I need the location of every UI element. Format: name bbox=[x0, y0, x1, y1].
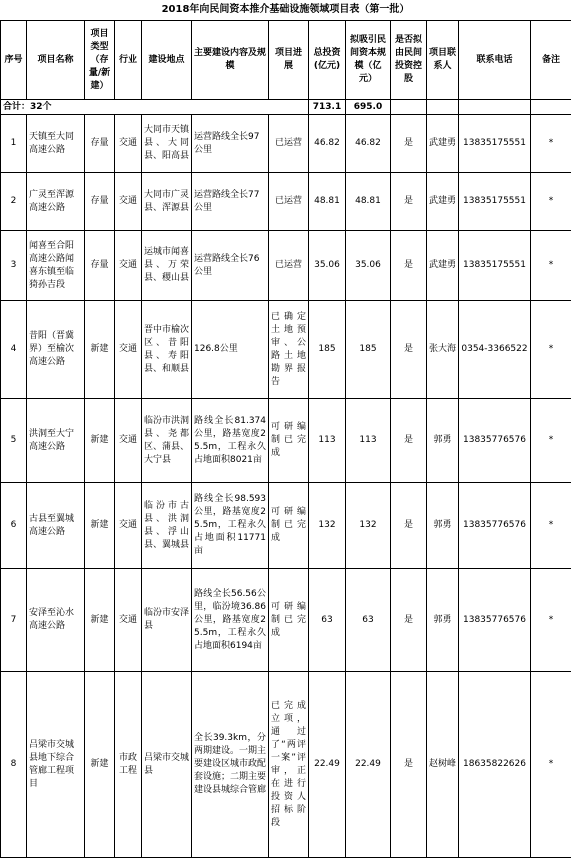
cell-phone: 13835175551 bbox=[459, 115, 531, 173]
header-name: 项目名称 bbox=[27, 21, 85, 100]
cell-content: 运营路线全长97公里 bbox=[192, 115, 269, 173]
cell-total: 63 bbox=[309, 569, 346, 672]
project-table bbox=[0, 20, 571, 858]
cell-no: 2 bbox=[1, 173, 27, 231]
cell-type: 新建 bbox=[85, 301, 115, 399]
cell-control: 是 bbox=[391, 173, 427, 231]
cell-phone: 13835776576 bbox=[459, 483, 531, 569]
cell-name: 天镇至大同高速公路 bbox=[27, 115, 85, 173]
header-progress: 项目进展 bbox=[269, 21, 309, 100]
cell-industry: 交通 bbox=[115, 569, 142, 672]
cell-control: 是 bbox=[391, 569, 427, 672]
cell-industry: 交通 bbox=[115, 483, 142, 569]
cell-location: 大同市天镇县、大同县、阳高县 bbox=[142, 115, 192, 173]
cell-content: 126.8公里 bbox=[192, 301, 269, 399]
cell-phone: 18635822626 bbox=[459, 672, 531, 858]
header-content: 主要建设内容及规模 bbox=[192, 21, 269, 100]
summary-empty bbox=[427, 100, 459, 115]
cell-contact: 郭勇 bbox=[427, 483, 459, 569]
cell-contact: 张大海 bbox=[427, 301, 459, 399]
cell-no: 1 bbox=[1, 115, 27, 173]
cell-total: 113 bbox=[309, 399, 346, 483]
header-type: 项目类型（存量/新建） bbox=[85, 21, 115, 100]
cell-content: 运营路线全长76公里 bbox=[192, 231, 269, 301]
cell-content: 运营路线全长77公里 bbox=[192, 173, 269, 231]
cell-private: 185 bbox=[346, 301, 391, 399]
header-industry: 行业 bbox=[115, 21, 142, 100]
cell-progress: 可研编制已完成 bbox=[269, 483, 309, 569]
cell-progress: 已完成立项，通过了“两评一案”评审，正在进行投资人招标阶段 bbox=[269, 672, 309, 858]
cell-type: 新建 bbox=[85, 483, 115, 569]
cell-total: 48.81 bbox=[309, 173, 346, 231]
cell-type: 新建 bbox=[85, 672, 115, 858]
cell-private: 63 bbox=[346, 569, 391, 672]
cell-industry: 交通 bbox=[115, 399, 142, 483]
cell-content: 全长39.3km，分两期建设。一期主要建设区城市政配套设施；二期主要建设县城综合管廊 bbox=[192, 672, 269, 858]
cell-name: 安泽至沁水高速公路 bbox=[27, 569, 85, 672]
cell-content: 路线全长98.593公里，路基宽度25.5m，工程永久占地面积11771亩 bbox=[192, 483, 269, 569]
cell-name: 昔阳（晋冀界）至榆次高速公路 bbox=[27, 301, 85, 399]
cell-total: 22.49 bbox=[309, 672, 346, 858]
cell-note: * bbox=[531, 483, 571, 569]
cell-progress: 已运营 bbox=[269, 231, 309, 301]
cell-note: * bbox=[531, 569, 571, 672]
cell-type: 新建 bbox=[85, 399, 115, 483]
summary-private: 695.0 bbox=[346, 100, 391, 115]
summary-empty bbox=[459, 100, 531, 115]
cell-contact: 赵树峰 bbox=[427, 672, 459, 858]
table-row bbox=[1, 301, 571, 399]
cell-contact: 郭勇 bbox=[427, 399, 459, 483]
cell-name: 古县至翼城高速公路 bbox=[27, 483, 85, 569]
cell-progress: 已确定土地预审、公路土地勘界报告 bbox=[269, 301, 309, 399]
header-note: 备注 bbox=[531, 21, 571, 100]
cell-control: 是 bbox=[391, 399, 427, 483]
cell-private: 132 bbox=[346, 483, 391, 569]
cell-contact: 武建勇 bbox=[427, 173, 459, 231]
cell-private: 113 bbox=[346, 399, 391, 483]
cell-progress: 已运营 bbox=[269, 173, 309, 231]
cell-name: 广灵至浑源高速公路 bbox=[27, 173, 85, 231]
cell-industry: 交通 bbox=[115, 173, 142, 231]
cell-control: 是 bbox=[391, 483, 427, 569]
cell-location: 临汾市安泽县 bbox=[142, 569, 192, 672]
cell-private: 22.49 bbox=[346, 672, 391, 858]
table-row bbox=[1, 173, 571, 231]
header-private: 拟吸引民间资本规模（亿元） bbox=[346, 21, 391, 100]
cell-location: 吕梁市交城县 bbox=[142, 672, 192, 858]
cell-phone: 13835776576 bbox=[459, 399, 531, 483]
cell-no: 5 bbox=[1, 399, 27, 483]
table-row bbox=[1, 399, 571, 483]
cell-type: 新建 bbox=[85, 569, 115, 672]
cell-progress: 可研编制已完成 bbox=[269, 569, 309, 672]
cell-type: 存量 bbox=[85, 231, 115, 301]
cell-progress: 已运营 bbox=[269, 115, 309, 173]
cell-contact: 武建勇 bbox=[427, 231, 459, 301]
cell-phone: 13835175551 bbox=[459, 173, 531, 231]
cell-industry: 交通 bbox=[115, 231, 142, 301]
cell-content: 路线全长81.374公里，路基宽度25.5m，工程永久占地面积8021亩 bbox=[192, 399, 269, 483]
cell-name: 洪洞至大宁高速公路 bbox=[27, 399, 85, 483]
cell-no: 7 bbox=[1, 569, 27, 672]
cell-location: 临汾市古县、洪洞县、浮山县、翼城县 bbox=[142, 483, 192, 569]
cell-no: 3 bbox=[1, 231, 27, 301]
header-control: 是否拟由民间投资控股 bbox=[391, 21, 427, 100]
summary-row bbox=[1, 100, 571, 115]
cell-total: 46.82 bbox=[309, 115, 346, 173]
table-row bbox=[1, 115, 571, 173]
cell-location: 运城市闻喜县、万荣县、稷山县 bbox=[142, 231, 192, 301]
cell-location: 大同市广灵县、浑源县 bbox=[142, 173, 192, 231]
cell-note: * bbox=[531, 231, 571, 301]
table-row bbox=[1, 231, 571, 301]
page-title: 2018年向民间资本推介基础设施领域项目表（第一批） bbox=[161, 4, 410, 15]
cell-type: 存量 bbox=[85, 173, 115, 231]
cell-private: 48.81 bbox=[346, 173, 391, 231]
cell-note: * bbox=[531, 399, 571, 483]
table-row bbox=[1, 672, 571, 858]
header-no: 序号 bbox=[1, 21, 27, 100]
cell-private: 46.82 bbox=[346, 115, 391, 173]
cell-note: * bbox=[531, 301, 571, 399]
cell-private: 35.06 bbox=[346, 231, 391, 301]
summary-empty bbox=[391, 100, 427, 115]
cell-control: 是 bbox=[391, 115, 427, 173]
table-row bbox=[1, 483, 571, 569]
cell-type: 存量 bbox=[85, 115, 115, 173]
cell-industry: 交通 bbox=[115, 115, 142, 173]
header-total: 总投资(亿元) bbox=[309, 21, 346, 100]
table-row bbox=[1, 569, 571, 672]
cell-progress: 可研编制已完成 bbox=[269, 399, 309, 483]
cell-location: 临汾市洪洞县、尧都区、蒲县、大宁县 bbox=[142, 399, 192, 483]
header-row bbox=[1, 21, 571, 100]
cell-content: 路线全长56.56公里，临汾境36.86公里，路基宽度25.5m，工程永久占地面积6194亩 bbox=[192, 569, 269, 672]
header-contact: 项目联系人 bbox=[427, 21, 459, 100]
cell-total: 132 bbox=[309, 483, 346, 569]
cell-note: * bbox=[531, 672, 571, 858]
cell-no: 4 bbox=[1, 301, 27, 399]
cell-total: 185 bbox=[309, 301, 346, 399]
summary-label: 合计：32个 bbox=[1, 100, 309, 115]
cell-phone: 13835776576 bbox=[459, 569, 531, 672]
cell-name: 闻喜至合阳高速公路闻喜东镇至临猗孙吉段 bbox=[27, 231, 85, 301]
cell-phone: 0354-3366522 bbox=[459, 301, 531, 399]
header-location: 建设地点 bbox=[142, 21, 192, 100]
cell-industry: 市政工程 bbox=[115, 672, 142, 858]
cell-note: * bbox=[531, 115, 571, 173]
cell-no: 8 bbox=[1, 672, 27, 858]
cell-industry: 交通 bbox=[115, 301, 142, 399]
cell-control: 是 bbox=[391, 672, 427, 858]
cell-no: 6 bbox=[1, 483, 27, 569]
summary-total: 713.1 bbox=[309, 100, 346, 115]
cell-name: 吕梁市交城县地下综合管廊工程项目 bbox=[27, 672, 85, 858]
cell-note: * bbox=[531, 173, 571, 231]
cell-phone: 13835175551 bbox=[459, 231, 531, 301]
cell-location: 晋中市榆次区、昔阳县、寿阳县、和顺县 bbox=[142, 301, 192, 399]
cell-control: 是 bbox=[391, 231, 427, 301]
cell-contact: 武建勇 bbox=[427, 115, 459, 173]
header-phone: 联系电话 bbox=[459, 21, 531, 100]
cell-contact: 郭勇 bbox=[427, 569, 459, 672]
summary-empty bbox=[531, 100, 571, 115]
cell-total: 35.06 bbox=[309, 231, 346, 301]
cell-control: 是 bbox=[391, 301, 427, 399]
